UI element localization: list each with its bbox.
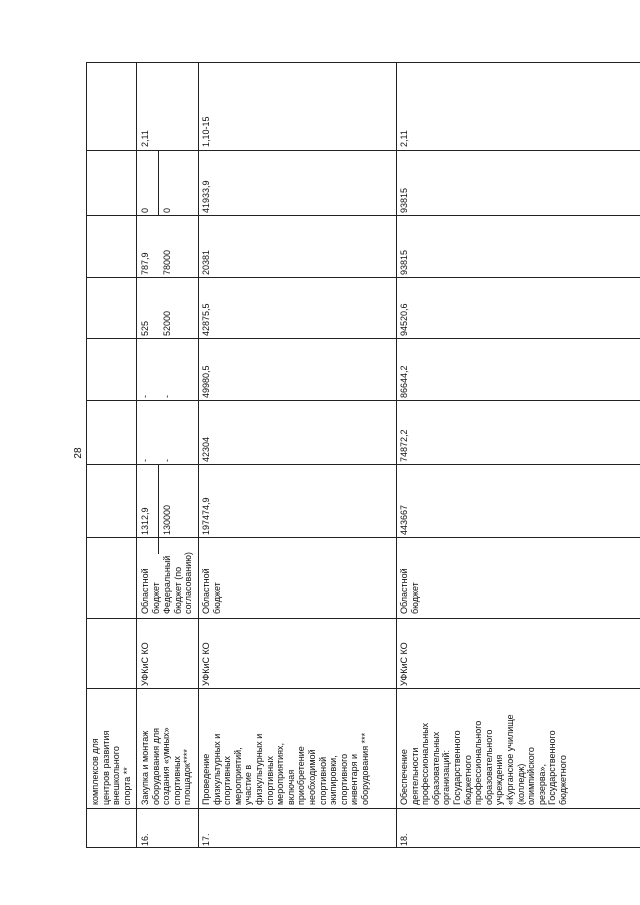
row-sources-value: Областной бюджет <box>399 568 420 614</box>
row-y2018-value: 52000 <box>162 310 172 336</box>
row-totals-value: 130000 <box>162 504 172 535</box>
page-number: 28 <box>73 447 84 459</box>
row-y2018-value: 94520,6 <box>399 303 409 336</box>
grid-vline-1 <box>136 62 137 847</box>
row-targets: 2,11 <box>399 130 409 147</box>
row-name: Проведение физкультурных и спортивных мероприятий, участие в физкультурных и спортивных мероприятиях, включая приобретение необходимой спортивной экипировки, спортивного инвентаря и оборудования *** <box>201 732 370 805</box>
row-sources-value: Областной бюджет <box>140 568 161 614</box>
row-y2020-value: 0 <box>140 207 150 213</box>
row-number: 17. <box>201 833 211 846</box>
row-y2017-value: - <box>162 395 172 398</box>
grid-hline-8 <box>86 277 640 278</box>
grid-hline-6 <box>86 400 640 401</box>
row-y2016-value: 42304 <box>201 436 211 462</box>
grid-hline-10 <box>86 150 640 151</box>
row-number: 18. <box>399 833 409 846</box>
row-y2018-value: 525 <box>140 320 150 336</box>
grid-vline-0 <box>86 62 87 847</box>
grid-hline-9 <box>86 215 640 216</box>
row-y2017-value: 86644,2 <box>399 365 409 398</box>
row-executor: УФКиС КО <box>140 642 150 686</box>
row-name: Закупка и монтаж оборудования для создания «умных» спортивных площадок**** <box>140 727 193 805</box>
grid-hline-0 <box>86 847 640 848</box>
row-totals-value: 1312,9 <box>140 507 150 535</box>
row-y2020-value: 93815 <box>399 187 409 213</box>
grid-hline-5 <box>86 464 640 465</box>
row-executor: УФКиС КО <box>399 642 409 686</box>
subrow-line <box>158 464 159 554</box>
row-name: Обеспечение деятельности профессиональных образовательных организаций: Государственного бюджетного профессионального образовательного учреждения «Курганское училище (колледж) олимпийского резерва», Государственного бюджетного <box>399 714 568 805</box>
row-y2017-value: - <box>140 395 150 398</box>
subrow-line-2 <box>158 150 159 215</box>
grid-hline-1 <box>86 808 640 809</box>
grid-vline-3 <box>396 62 397 847</box>
row-sources-value: Федеральный бюджет (по согласованию) <box>162 552 194 614</box>
grid-hline-11 <box>86 62 640 63</box>
grid-hline-7 <box>86 338 640 339</box>
row-number: 16. <box>140 833 150 846</box>
row-y2018-value: 42875,5 <box>201 303 211 336</box>
row-y2020-value: 0 <box>162 207 172 213</box>
row-y2019-value: 93815 <box>399 249 409 275</box>
row-targets: 2,11 <box>140 130 150 147</box>
row-y2016-value: - <box>162 459 172 462</box>
grid-hline-2 <box>86 688 640 689</box>
grid-hline-3 <box>86 618 640 619</box>
row-y2016-value: - <box>140 459 150 462</box>
grid-vline-2 <box>198 62 199 847</box>
row-y2016-value: 74872,2 <box>399 429 409 462</box>
row-targets: 1,10-15 <box>201 116 211 147</box>
row-y2017-value: 49980,5 <box>201 365 211 398</box>
row-executor: УФКиС КО <box>201 642 211 686</box>
row-totals-value: 443667 <box>399 504 409 535</box>
grid-hline-4 <box>86 537 640 538</box>
row-totals-value: 197474,9 <box>201 497 211 535</box>
row-name: комплексов для центров развития внешкольного спорта ** <box>90 730 132 805</box>
row-y2019-value: 20381 <box>201 249 211 275</box>
row-y2019-value: 78000 <box>162 249 172 275</box>
row-y2020-value: 41933,9 <box>201 180 211 213</box>
row-y2019-value: 787,9 <box>140 252 150 275</box>
row-sources-value: Областной бюджет <box>201 568 222 614</box>
